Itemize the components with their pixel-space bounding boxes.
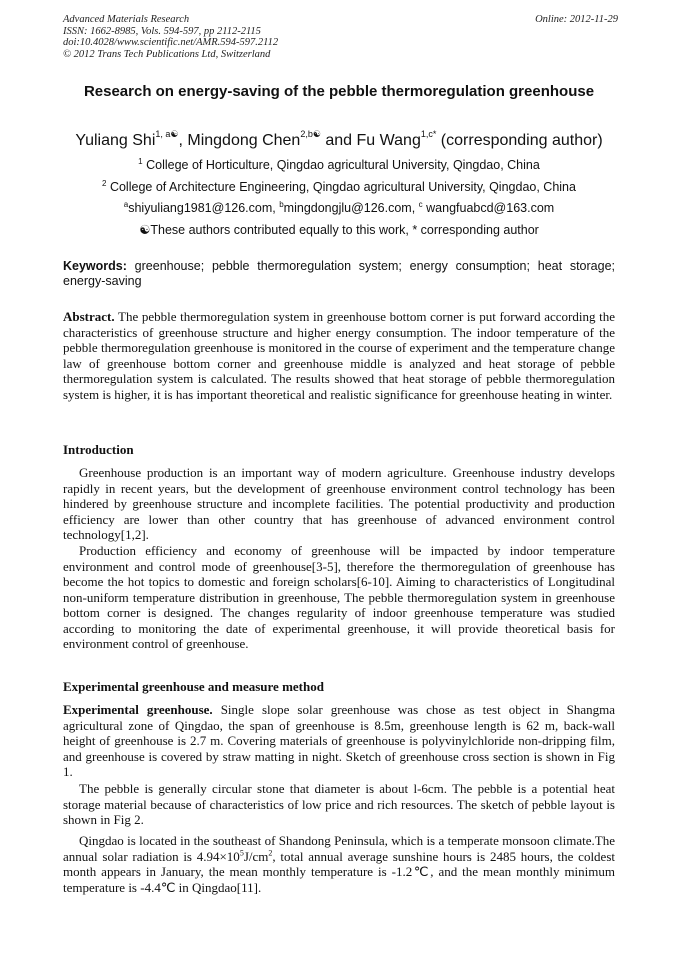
paragraph-text: Single slope solar greenhouse was chose as test object in Shangma agricultural zone of Qingdao, the span of greenhouse is 8.5m, greenhouse length is 62 m, back-wall height of greenhouse is 2.7 m. Covering materials of greenhouse is polyvinylchloride non-dripping film, and greenhouse is covered by straw matting in night. Sketch of greenhouse cross section is shown in Fig 1. xyxy=(63,702,615,779)
paragraph-text: Qingdao is located in the southeast of Shandong Peninsula, which is a temperate monsoon climate.The annual solar radiation is 4.94×10 xyxy=(63,833,615,864)
contribution-note: ☯These authors contributed equally to this work, * corresponding author xyxy=(139,223,539,237)
section-heading-introduction: Introduction xyxy=(63,442,134,457)
affiliation-2 xyxy=(40,180,638,195)
email-address: wangfuabcd@163.com xyxy=(422,201,555,215)
author-name: Yuliang Shi xyxy=(75,132,156,149)
keywords-label: Keywords: xyxy=(63,259,127,273)
journal-header xyxy=(63,14,618,60)
keywords-text: greenhouse; pebble thermoregulation system; energy consumption; heat storage; energy-saving xyxy=(63,259,615,288)
issn-line: ISSN: 1662-8985, Vols. 594-597, pp 2112-2115 xyxy=(63,25,261,37)
experimental-paragraph-3 xyxy=(63,833,615,895)
experimental-paragraph-2 xyxy=(63,781,615,828)
paragraph-text: Greenhouse production is an important way of modern agriculture. Greenhouse industry develops rapidly in recent years, but the development of greenhouse environment control technology has been hindered by greenhouse structure and incomplete facilities. The potential productivity and production efficiency are lower than other country that has greenhouse of advanced environment control technology[1,2]. xyxy=(63,465,615,542)
journal-name: Advanced Materials Research xyxy=(63,14,190,25)
section-heading-experimental: Experimental greenhouse and measure method xyxy=(63,679,324,694)
author-superscript: 2,b☯ xyxy=(300,128,321,139)
author-superscript: 1, a☯ xyxy=(155,128,179,139)
superscript: 2 xyxy=(268,848,273,858)
affiliation-text: College of Architecture Engineering, Qingdao agricultural University, Qingdao, China xyxy=(106,180,576,194)
author-separator: , xyxy=(178,132,188,149)
email-address: shiyuliang1981@126.com, xyxy=(128,201,280,215)
abstract-label: Abstract. xyxy=(63,309,115,324)
author-name: Fu Wang xyxy=(356,132,421,149)
abstract xyxy=(63,309,615,402)
superscript: 5 xyxy=(239,848,244,858)
paragraph-label: Experimental greenhouse. xyxy=(63,702,213,717)
experimental-paragraph-1 xyxy=(63,702,615,780)
doi-line: doi:10.4028/www.scientific.net/AMR.594-597.2112 xyxy=(63,37,279,48)
paragraph-text: The pebble is generally circular stone that diameter is about l-6cm. The pebble is a potential heat storage material because of characteristics of low price and rich resources. The sketch of pebble layout is shown in Fig 2. xyxy=(63,781,615,827)
email-address: mingdongjlu@126.com, xyxy=(283,201,419,215)
affiliation-number: 1 xyxy=(138,156,143,166)
affiliation-number: 2 xyxy=(102,178,107,188)
email-superscript: a xyxy=(123,199,129,209)
intro-paragraph-2 xyxy=(63,543,615,652)
email-superscript: c xyxy=(418,199,423,209)
intro-paragraph-1 xyxy=(63,465,615,543)
author-separator: and xyxy=(320,132,357,149)
email-line xyxy=(40,201,638,216)
online-date: Online: 2012-11-29 xyxy=(535,14,618,25)
affiliation-1 xyxy=(40,158,638,173)
affiliation-text: College of Horticulture, Qingdao agricultural University, Qingdao, China xyxy=(142,158,540,172)
author-superscript: 1,c* xyxy=(420,128,437,139)
author-line xyxy=(40,128,638,151)
paragraph-text: J/cm xyxy=(243,848,269,864)
copyright-line: © 2012 Trans Tech Publications Ltd, Switzerland xyxy=(63,48,271,60)
author-name: Mingdong Chen xyxy=(187,132,301,149)
keywords xyxy=(63,259,615,289)
paragraph-text: Production efficiency and economy of greenhouse will be impacted by indoor temperature environment and control mode of greenhouse[3-5], therefore the thermoregulation of greenhouse has become the hot topics to domestic and foreign scholars[6-10]. Aiming to characteristics of Longitudinal non-uniform temperature distribution in greenhouse, The pebble thermoregulation system in greenhouse bottom corner is designed. The changes regularity of indoor greenhouse temperature was studied according to monitoring the date of experimental greenhouse, it will provide theoretical basis for environment control of greenhouse. xyxy=(63,543,615,651)
email-superscript: b xyxy=(279,199,284,209)
paragraph-text: , total annual average sunshine hours is 2485 hours, the coldest month appears in January, the mean monthly temperature is -1.2℃, and the mean monthly minimum temperature is -4.4℃ in Qingdao[11]. xyxy=(63,848,615,895)
abstract-text: The pebble thermoregulation system in greenhouse bottom corner is put forward according the characteristics of greenhouse structure and higher energy consumption. The indoor temperature of the pebble thermoregulation greenhouse is monitored in the course of experiment and the temperature change law of greenhouse bottom corner and greenhouse middle is analyzed and heat storage of pebble thermoregulation system is calculated. The results showed that heat storage of pebble thermoregulation system is higher, it is has important theoretical and realistic significance for greenhouse heating in winter. xyxy=(63,309,615,402)
paper-title: Research on energy-saving of the pebble thermoregulation greenhouse xyxy=(83,83,595,100)
corresponding-note: (corresponding author) xyxy=(436,132,603,149)
